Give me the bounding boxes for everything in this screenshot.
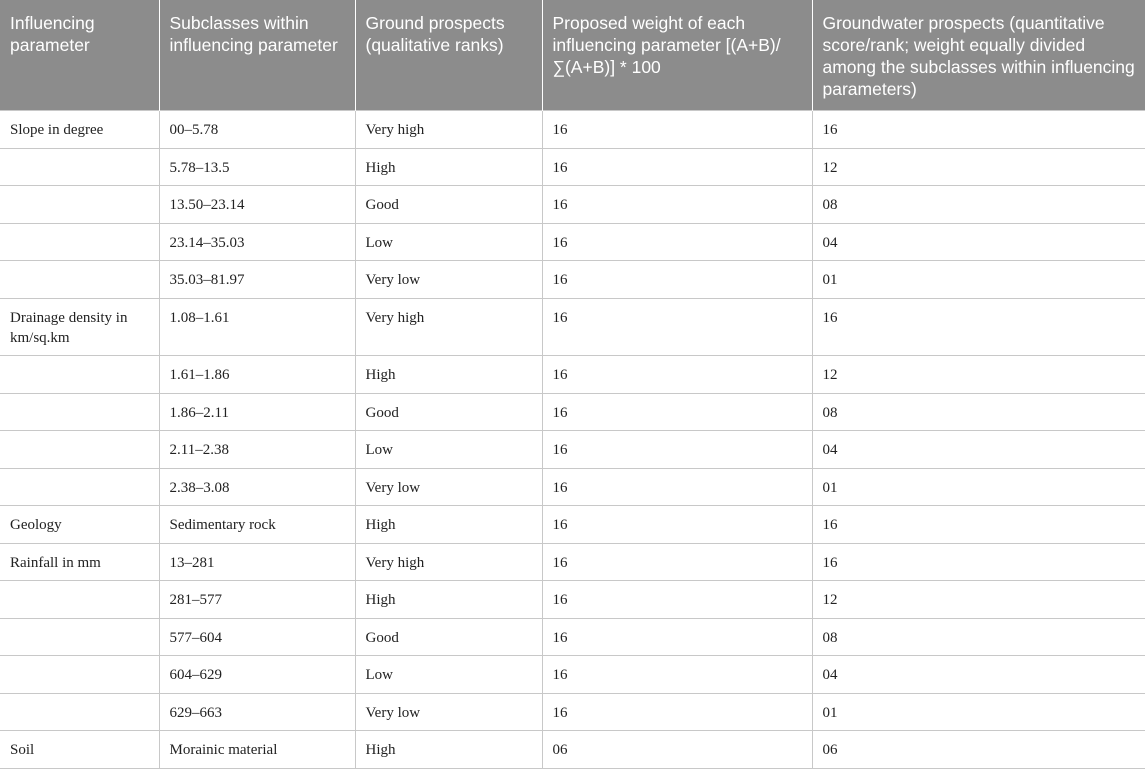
cell-subclass: 13.50–23.14 [159,186,355,224]
table-row [0,148,1145,186]
cell-weight: 16 [542,506,812,544]
cell-weight: 16 [542,656,812,694]
cell-parameter [0,186,159,224]
cell-qualitative-rank: High [355,731,542,769]
cell-score: 16 [812,111,1145,149]
table-row [0,693,1145,731]
cell-subclass: Morainic material [159,731,355,769]
cell-weight: 16 [542,261,812,299]
cell-weight: 16 [542,581,812,619]
cell-weight: 16 [542,298,812,356]
cell-qualitative-rank: Good [355,186,542,224]
cell-qualitative-rank: Low [355,223,542,261]
cell-parameter: Rainfall in mm [0,543,159,581]
cell-parameter [0,261,159,299]
cell-qualitative-rank: Very low [355,468,542,506]
cell-qualitative-rank: Very high [355,298,542,356]
cell-parameter [0,581,159,619]
cell-score: 01 [812,261,1145,299]
cell-subclass: 577–604 [159,618,355,656]
cell-weight: 16 [542,356,812,394]
cell-subclass: Sedimentary rock [159,506,355,544]
cell-qualitative-rank: High [355,356,542,394]
table-row [0,543,1145,581]
table-row [0,298,1145,356]
cell-weight: 16 [542,543,812,581]
cell-parameter: Geology [0,506,159,544]
cell-subclass: 2.11–2.38 [159,431,355,469]
cell-subclass: 604–629 [159,656,355,694]
table-header [0,0,1145,111]
cell-weight: 16 [542,393,812,431]
cell-score: 16 [812,298,1145,356]
cell-parameter [0,356,159,394]
table-row [0,186,1145,224]
table-row [0,731,1145,769]
cell-score: 04 [812,223,1145,261]
table-row [0,111,1145,149]
table-body [0,111,1145,769]
header-subclasses: Subclasses within influencing parameter [159,0,355,111]
cell-qualitative-rank: Very low [355,693,542,731]
cell-weight: 16 [542,618,812,656]
cell-parameter [0,618,159,656]
cell-weight: 16 [542,431,812,469]
table-row [0,393,1145,431]
header-groundwater-prospects: Groundwater prospects (quantitative score/rank; weight equally divided among the subclasses within influencing parameters) [812,0,1145,111]
table-row [0,468,1145,506]
cell-score: 04 [812,656,1145,694]
table-row [0,656,1145,694]
cell-qualitative-rank: Very low [355,261,542,299]
cell-qualitative-rank: Very high [355,111,542,149]
cell-weight: 16 [542,468,812,506]
cell-score: 01 [812,693,1145,731]
cell-qualitative-rank: Low [355,656,542,694]
cell-qualitative-rank: Good [355,618,542,656]
cell-parameter: Slope in degree [0,111,159,149]
header-ground-prospects: Ground prospects (qualitative ranks) [355,0,542,111]
cell-subclass: 1.86–2.11 [159,393,355,431]
cell-qualitative-rank: Low [355,431,542,469]
cell-score: 04 [812,431,1145,469]
table-row [0,506,1145,544]
cell-qualitative-rank: Good [355,393,542,431]
cell-weight: 16 [542,223,812,261]
cell-score: 08 [812,393,1145,431]
cell-weight: 16 [542,186,812,224]
table-row [0,261,1145,299]
cell-subclass: 629–663 [159,693,355,731]
cell-subclass: 5.78–13.5 [159,148,355,186]
cell-score: 06 [812,731,1145,769]
header-row [0,0,1145,111]
cell-subclass: 1.61–1.86 [159,356,355,394]
table-row [0,581,1145,619]
cell-weight: 06 [542,731,812,769]
cell-score: 01 [812,468,1145,506]
cell-score: 12 [812,581,1145,619]
cell-qualitative-rank: High [355,506,542,544]
cell-parameter: Soil [0,731,159,769]
cell-weight: 16 [542,111,812,149]
cell-subclass: 281–577 [159,581,355,619]
cell-qualitative-rank: Very high [355,543,542,581]
cell-subclass: 2.38–3.08 [159,468,355,506]
cell-subclass: 23.14–35.03 [159,223,355,261]
cell-subclass: 00–5.78 [159,111,355,149]
cell-parameter [0,656,159,694]
cell-qualitative-rank: High [355,581,542,619]
cell-parameter [0,148,159,186]
cell-weight: 16 [542,148,812,186]
cell-parameter: Drainage density in km/sq.km [0,298,159,356]
cell-qualitative-rank: High [355,148,542,186]
header-influencing-parameter: Influencing parameter [0,0,159,111]
cell-parameter [0,468,159,506]
cell-subclass: 13–281 [159,543,355,581]
cell-parameter [0,223,159,261]
table-row [0,356,1145,394]
table-row [0,431,1145,469]
header-proposed-weight: Proposed weight of each influencing parameter [(A+B)/∑(A+B)] * 100 [542,0,812,111]
cell-score: 16 [812,543,1145,581]
cell-score: 12 [812,356,1145,394]
cell-parameter [0,693,159,731]
cell-score: 08 [812,186,1145,224]
table-row [0,223,1145,261]
cell-subclass: 35.03–81.97 [159,261,355,299]
cell-score: 08 [812,618,1145,656]
cell-parameter [0,393,159,431]
cell-score: 16 [812,506,1145,544]
cell-weight: 16 [542,693,812,731]
cell-subclass: 1.08–1.61 [159,298,355,356]
cell-parameter [0,431,159,469]
table-row [0,618,1145,656]
cell-score: 12 [812,148,1145,186]
